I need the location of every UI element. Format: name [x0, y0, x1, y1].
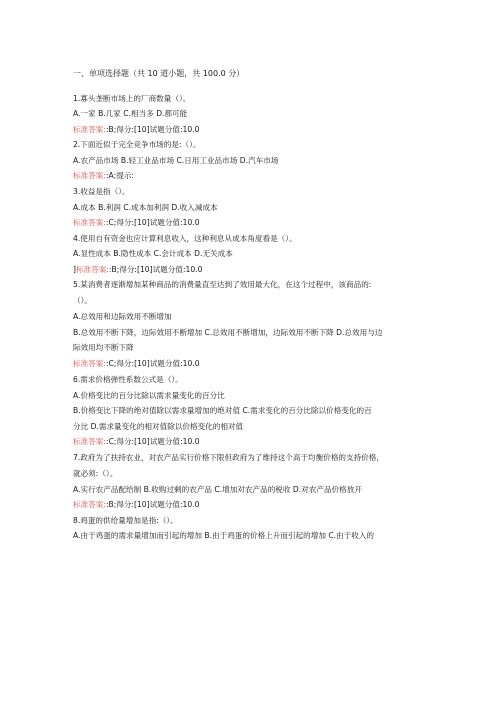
section-header: 一、单项选择题（共 10 道小题，共 100.0 分）	[73, 69, 245, 78]
question-text-line: 2.下面近似于完全竞争市场的是:（）。	[73, 140, 201, 149]
answer-detail: :B;得分:[10]试题分值:10.0	[108, 265, 203, 274]
answer-line	[73, 436, 433, 447]
question-text-line: 5.某消费者逐渐增加某种商品的消费量直至达到了效用最大化，在这个过程中，该商品的:	[73, 280, 372, 289]
question-text-line: 就必须:（）。	[73, 469, 118, 478]
answer-line	[73, 358, 433, 369]
answer-line	[73, 264, 433, 275]
answer-label: 标准答案:	[73, 437, 106, 446]
question-text-line: 际效用均不断下降	[73, 343, 134, 352]
question-text-line: （）。	[73, 296, 92, 305]
question-text-line: A.农产品市场 B.轻工业品市场 C.日用工业品市场 D.汽车市场	[73, 156, 279, 165]
answer-line	[73, 217, 433, 228]
question-text-line: 4.使用自有资金也应计算利息收入，这种利息从成本角度看是（）。	[73, 234, 297, 243]
question-text-line: 8.鸡蛋的供给量增加是指:（）。	[73, 516, 178, 525]
answer-detail: :C;得分:[10]试题分值:10.0	[105, 437, 200, 446]
answer-detail: :B;得分:[10]试题分值:10.0	[105, 125, 200, 134]
answer-line	[73, 499, 433, 510]
question-text-line: A.显性成本 B.隐性成本 C.会计成本 D.无关成本	[73, 249, 233, 258]
answer-line	[73, 124, 433, 135]
answer-prefix: ]	[73, 265, 76, 274]
question-text-line: 3.收益是指（）。	[73, 187, 130, 196]
answer-label: 标准答案:	[73, 500, 106, 509]
answer-line	[73, 170, 433, 181]
answer-detail: :B;得分:[10]试题分值:10.0	[105, 500, 200, 509]
answer-detail: :C;得分:[10]试题分值:10.0	[105, 359, 200, 368]
question-text-line: A.由于鸡蛋的需求量增加而引起的增加 B.由于鸡蛋的价格上升而引起的增加 C.由于收入的	[73, 531, 375, 540]
question-text-line: 1.寡头垄断市场上的厂商数量（）。	[73, 94, 191, 103]
question-text-line: 6.需求价格弹性系数公式是（）。	[73, 375, 183, 384]
question-text-line: A.总效用和边际效用不断增加	[73, 312, 172, 321]
question-text-line: A.实行农产品配给制 B.收购过剩的农产品 C.增加对农产品的税收 D.对农产品价格放开	[73, 485, 362, 494]
answer-label: 标准答案:	[73, 125, 106, 134]
question-text-line: A.价格变比的百分比除以需求量变化的百分比	[73, 391, 225, 400]
question-text-line: 分比 D.需求量变化的相对值除以价格变化的相对值	[73, 422, 244, 431]
answer-label: 标准答案:	[73, 218, 106, 227]
answer-detail: :A;提示:	[105, 171, 134, 180]
answer-label: 标准答案:	[75, 265, 109, 274]
answer-label: 标准答案:	[73, 359, 106, 368]
question-text-line: B.价格变比下降的绝对值除以需求量增加的绝对值 C.需求变化的百分比除以价格变化的百	[73, 406, 372, 415]
question-text-line: B.总效用不断下降，边际效用不断增加 C.总效用不断增加，边际效用不断下降 D.总效用与边	[73, 328, 383, 337]
answer-detail: :C;得分:[10]试题分值:10.0	[105, 218, 200, 227]
question-text-line: 7.政府为了扶持农业，对农产品实行价格下限但政府为了维持这个高于均衡价格的支持价格，	[73, 453, 384, 462]
question-text-line: A.成本 B.利润 C.成本加利润 D.收入减成本	[73, 203, 218, 212]
answer-label: 标准答案:	[73, 171, 106, 180]
question-text-line: A.一家 B.几家 C.相当多 D.都可能	[73, 109, 188, 118]
